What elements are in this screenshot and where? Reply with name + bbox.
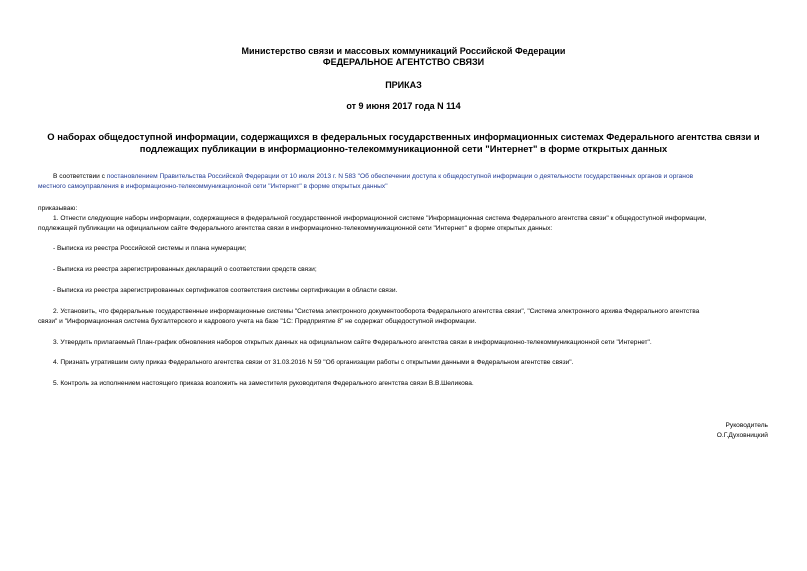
preamble-line-1 bbox=[53, 172, 787, 182]
order-word: приказываю: bbox=[38, 205, 78, 212]
item-4: 4. Признать утратившим силу приказ Федерального агентства связи от 31.03.2016 N 59 "Об организации работы с открытыми данными в Федеральном агентстве связи". bbox=[53, 359, 574, 366]
document-title-line-2: подлежащих публикации в информационно-телекоммуникационной сети "Интернет" в форме открытых данных bbox=[139, 143, 668, 154]
list-item-certificates: - Выписка из реестра зарегистрированных сертификатов соответствия системы сертификации в области связи. bbox=[53, 287, 398, 294]
list-item-numbering-plan: - Выписка из реестра Российской системы и плана нумерации; bbox=[53, 245, 247, 252]
item-2-line-2: связи" и "Информационная система бухгалтерского и кадрового учета на базе "1С: Предприятие 8" не содержат общедоступной информации. bbox=[38, 318, 477, 325]
signature-name: О.Г.Духовницкий bbox=[716, 432, 768, 439]
item-5: 5. Контроль за исполнением настоящего приказа возложить на заместителя руководителя Федерального агентства связи В.В.Шеликова. bbox=[53, 380, 474, 387]
document-type: ПРИКАЗ bbox=[385, 80, 422, 90]
item-2-line-1: 2. Установить, что федеральные государственные информационные системы "Система электронного документооборота Федерального агентства связи", "Система электронного архива Федерального агентства bbox=[53, 308, 700, 315]
document-date-number: от 9 июня 2017 года N 114 bbox=[346, 101, 461, 111]
government-decree-link-continued[interactable]: местного самоуправления в информационно-телекоммуникационной сети "Интернет" в форме открытых данных" bbox=[38, 183, 388, 190]
agency-name: ФЕДЕРАЛЬНОЕ АГЕНТСТВО СВЯЗИ bbox=[322, 57, 485, 67]
item-1-line-2: подлежащей публикации на официальном сайте Федерального агентства связи в информационно-телекоммуникационной сети "Интернет" в форме открытых данных: bbox=[38, 225, 553, 232]
list-item-declarations: - Выписка из реестра зарегистрированных деклараций о соответствии средств связи; bbox=[53, 266, 317, 273]
preamble-prefix: В соответствии с bbox=[53, 173, 107, 180]
item-3: 3. Утвердить прилагаемый План-график обновления наборов открытых данных на официальном сайте Федерального агентства связи в информационно-телекоммуникационной сети "Интернет". bbox=[53, 339, 652, 346]
ministry-name: Министерство связи и массовых коммуникаций Российской Федерации bbox=[241, 46, 566, 56]
document-title-line-1: О наборах общедоступной информации, содержащихся в федеральных государственных информационных системах Федерального агентства связи и bbox=[47, 131, 760, 142]
preamble-line-2 bbox=[38, 182, 772, 192]
item-1-line-1: 1. Отнести следующие наборы информации, содержащиеся в федеральной государственной информационной системе "Информационная система Федерального агентства связи" к общедоступной информации, bbox=[53, 215, 707, 222]
signature-position: Руководитель bbox=[725, 422, 768, 429]
government-decree-link[interactable]: постановлением Правительства Российской Федерации от 10 июля 2013 г. N 583 "Об обеспечении доступа к общедоступной информации о деятельности государственных органов и органов bbox=[106, 173, 694, 180]
